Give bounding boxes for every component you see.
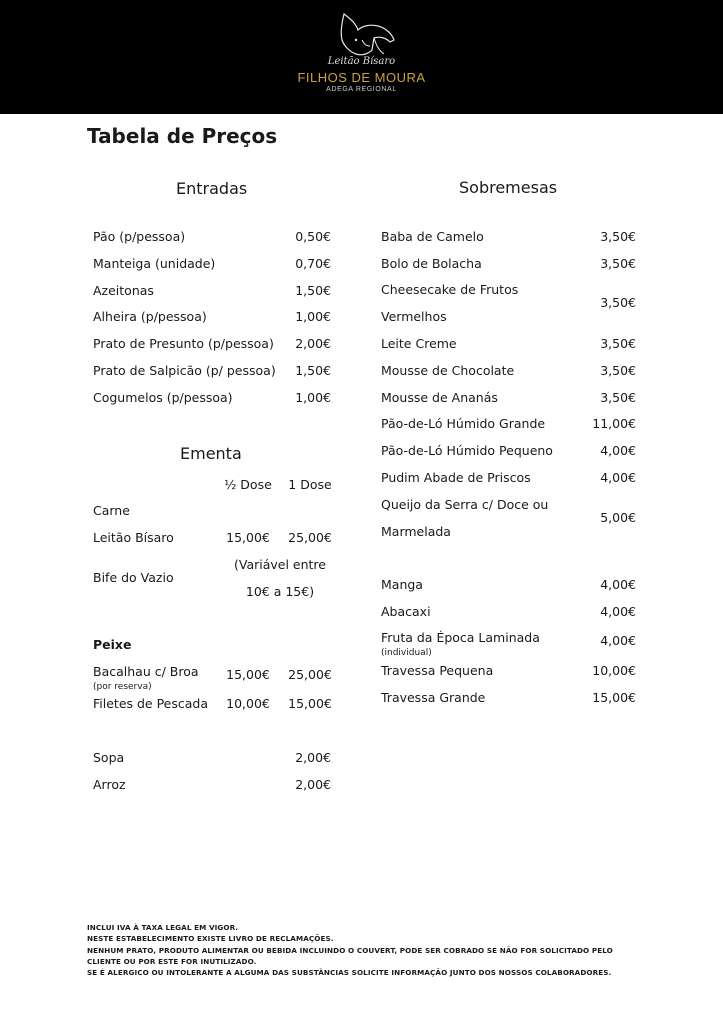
- filetes-full-price: 15,00€: [288, 696, 332, 711]
- footer-line: CLIENTE OU POR ESTE FOR INUTILIZADO.: [87, 956, 257, 966]
- bolo-price: 3,50€: [600, 256, 636, 271]
- sopa-name: Sopa: [93, 750, 125, 765]
- entradas-heading: Entradas: [176, 179, 248, 198]
- cheesecake-price: 3,50€: [600, 295, 636, 310]
- arroz-price: 2,00€: [295, 777, 331, 792]
- bacalhau-note: (por reserva): [93, 682, 152, 692]
- brand-subtitle: ADEGA REGIONAL: [326, 86, 397, 93]
- bacalhau-full-price: 25,00€: [288, 667, 332, 682]
- footer-line: INCLUI IVA À TAXA LEGAL EM VIGOR.: [87, 923, 239, 932]
- footer-line: NENHUM PRATO, PRODUTO ALIMENTAR OU BEBIDA INCLUINDO O COUVERT, PODE SER COBRADO SE NÃO FOR SOLICITADO PELO: [87, 945, 613, 955]
- arroz-name: Arroz: [93, 777, 126, 792]
- entradas-item-price: 2,00€: [295, 336, 331, 351]
- brand-script: Leitão Bísaro: [327, 56, 396, 67]
- pao-grande-name: Pão-de-Ló Húmido Grande: [381, 416, 546, 431]
- entradas-item-name: Alheira (p/pessoa): [93, 309, 207, 324]
- cheesecake-name-2: Vermelhos: [381, 309, 447, 324]
- entradas-item-price: 1,00€: [295, 390, 331, 405]
- mousse-choc-price: 3,50€: [600, 363, 636, 378]
- bacalhau-name: Bacalhau c/ Broa: [93, 664, 199, 679]
- sobremesas-heading: Sobremesas: [459, 178, 558, 197]
- full-dose-header: 1 Dose: [288, 477, 332, 492]
- pao-grande-price: 11,00€: [592, 416, 636, 431]
- mousse-anan-price: 3,50€: [600, 390, 636, 405]
- leitao-name: Leitão Bísaro: [93, 530, 174, 545]
- travessa-pequena-price: 10,00€: [592, 663, 636, 678]
- queijo-price: 5,00€: [600, 510, 636, 525]
- pudim-name: Pudim Abade de Priscos: [381, 470, 531, 485]
- filetes-name: Filetes de Pescada: [93, 696, 209, 711]
- baba-price: 3,50€: [600, 229, 636, 244]
- ementa-heading: Ementa: [180, 444, 242, 463]
- footer-line: NESTE ESTABELECIMENTO EXISTE LIVRO DE RECLAMAÇÕES.: [87, 934, 334, 944]
- cheesecake-name-1: Cheesecake de Frutos: [381, 282, 519, 297]
- half-dose-header: ½ Dose: [224, 477, 272, 492]
- sopa-price: 2,00€: [295, 750, 331, 765]
- baba-name: Baba de Camelo: [381, 229, 484, 244]
- mousse-anan-name: Mousse de Ananás: [381, 390, 498, 405]
- travessa-grande-price: 15,00€: [592, 690, 636, 705]
- entradas-item-price: 1,00€: [295, 309, 331, 324]
- bife-note-2: 10€ a 15€): [245, 584, 315, 599]
- entradas-item-price: 0,50€: [295, 229, 331, 244]
- header-banner: [0, 0, 723, 114]
- manga-price: 4,00€: [600, 577, 636, 592]
- bife-note-1: (Variável entre: [234, 557, 326, 572]
- pao-pequeno-name: Pão-de-Ló Húmido Pequeno: [381, 443, 553, 458]
- legal-footer: [87, 922, 647, 978]
- abacaxi-name: Abacaxi: [381, 604, 431, 619]
- leitao-half-price: 15,00€: [226, 530, 270, 545]
- carne-label: Carne: [93, 503, 130, 518]
- mousse-choc-name: Mousse de Chocolate: [381, 363, 515, 378]
- brand-name: FILHOS DE MOURA: [297, 70, 426, 85]
- travessa-pequena-name: Travessa Pequena: [381, 663, 494, 678]
- entradas-item-name: Prato de Salpicão (p/ pessoa): [93, 363, 276, 378]
- bacalhau-half-price: 15,00€: [226, 667, 270, 682]
- entradas-item-name: Cogumelos (p/pessoa): [93, 390, 233, 405]
- entradas-item-price: 1,50€: [295, 363, 331, 378]
- entradas-item-price: 0,70€: [295, 256, 331, 271]
- travessa-grande-name: Travessa Grande: [381, 690, 486, 705]
- entradas-item-price: 1,50€: [295, 283, 331, 298]
- leite-name: Leite Creme: [381, 336, 457, 351]
- fruta-name: Fruta da Época Laminada: [381, 630, 540, 645]
- pudim-price: 4,00€: [600, 470, 636, 485]
- bolo-name: Bolo de Bolacha: [381, 256, 482, 271]
- entradas-item-name: Pão (p/pessoa): [93, 229, 186, 244]
- filetes-half-price: 10,00€: [226, 696, 270, 711]
- entradas-item-name: Azeitonas: [93, 283, 154, 298]
- queijo-name-2: Marmelada: [381, 524, 451, 539]
- pao-pequeno-price: 4,00€: [600, 443, 636, 458]
- queijo-name-1: Queijo da Serra c/ Doce ou: [381, 497, 549, 512]
- entradas-item-name: Manteiga (unidade): [93, 256, 216, 271]
- peixe-label: Peixe: [93, 637, 132, 652]
- fruta-price: 4,00€: [600, 633, 636, 648]
- manga-name: Manga: [381, 577, 423, 592]
- leite-price: 3,50€: [600, 336, 636, 351]
- fruta-note: (individual): [381, 648, 432, 658]
- bife-name: Bife do Vazio: [93, 570, 174, 585]
- footer-line: SE É ALERGICO OU INTOLERANTE A ALGUMA DAS SUBSTÂNCIAS SOLICITE INFORMAÇÃO JUNTO DOS NOSSOS COLABORADORES.: [87, 968, 612, 978]
- abacaxi-price: 4,00€: [600, 604, 636, 619]
- leitao-full-price: 25,00€: [288, 530, 332, 545]
- page-title: Tabela de Preços: [87, 124, 278, 148]
- pig-logo-icon: [322, 10, 402, 62]
- entradas-item-name: Prato de Presunto (p/pessoa): [93, 336, 274, 351]
